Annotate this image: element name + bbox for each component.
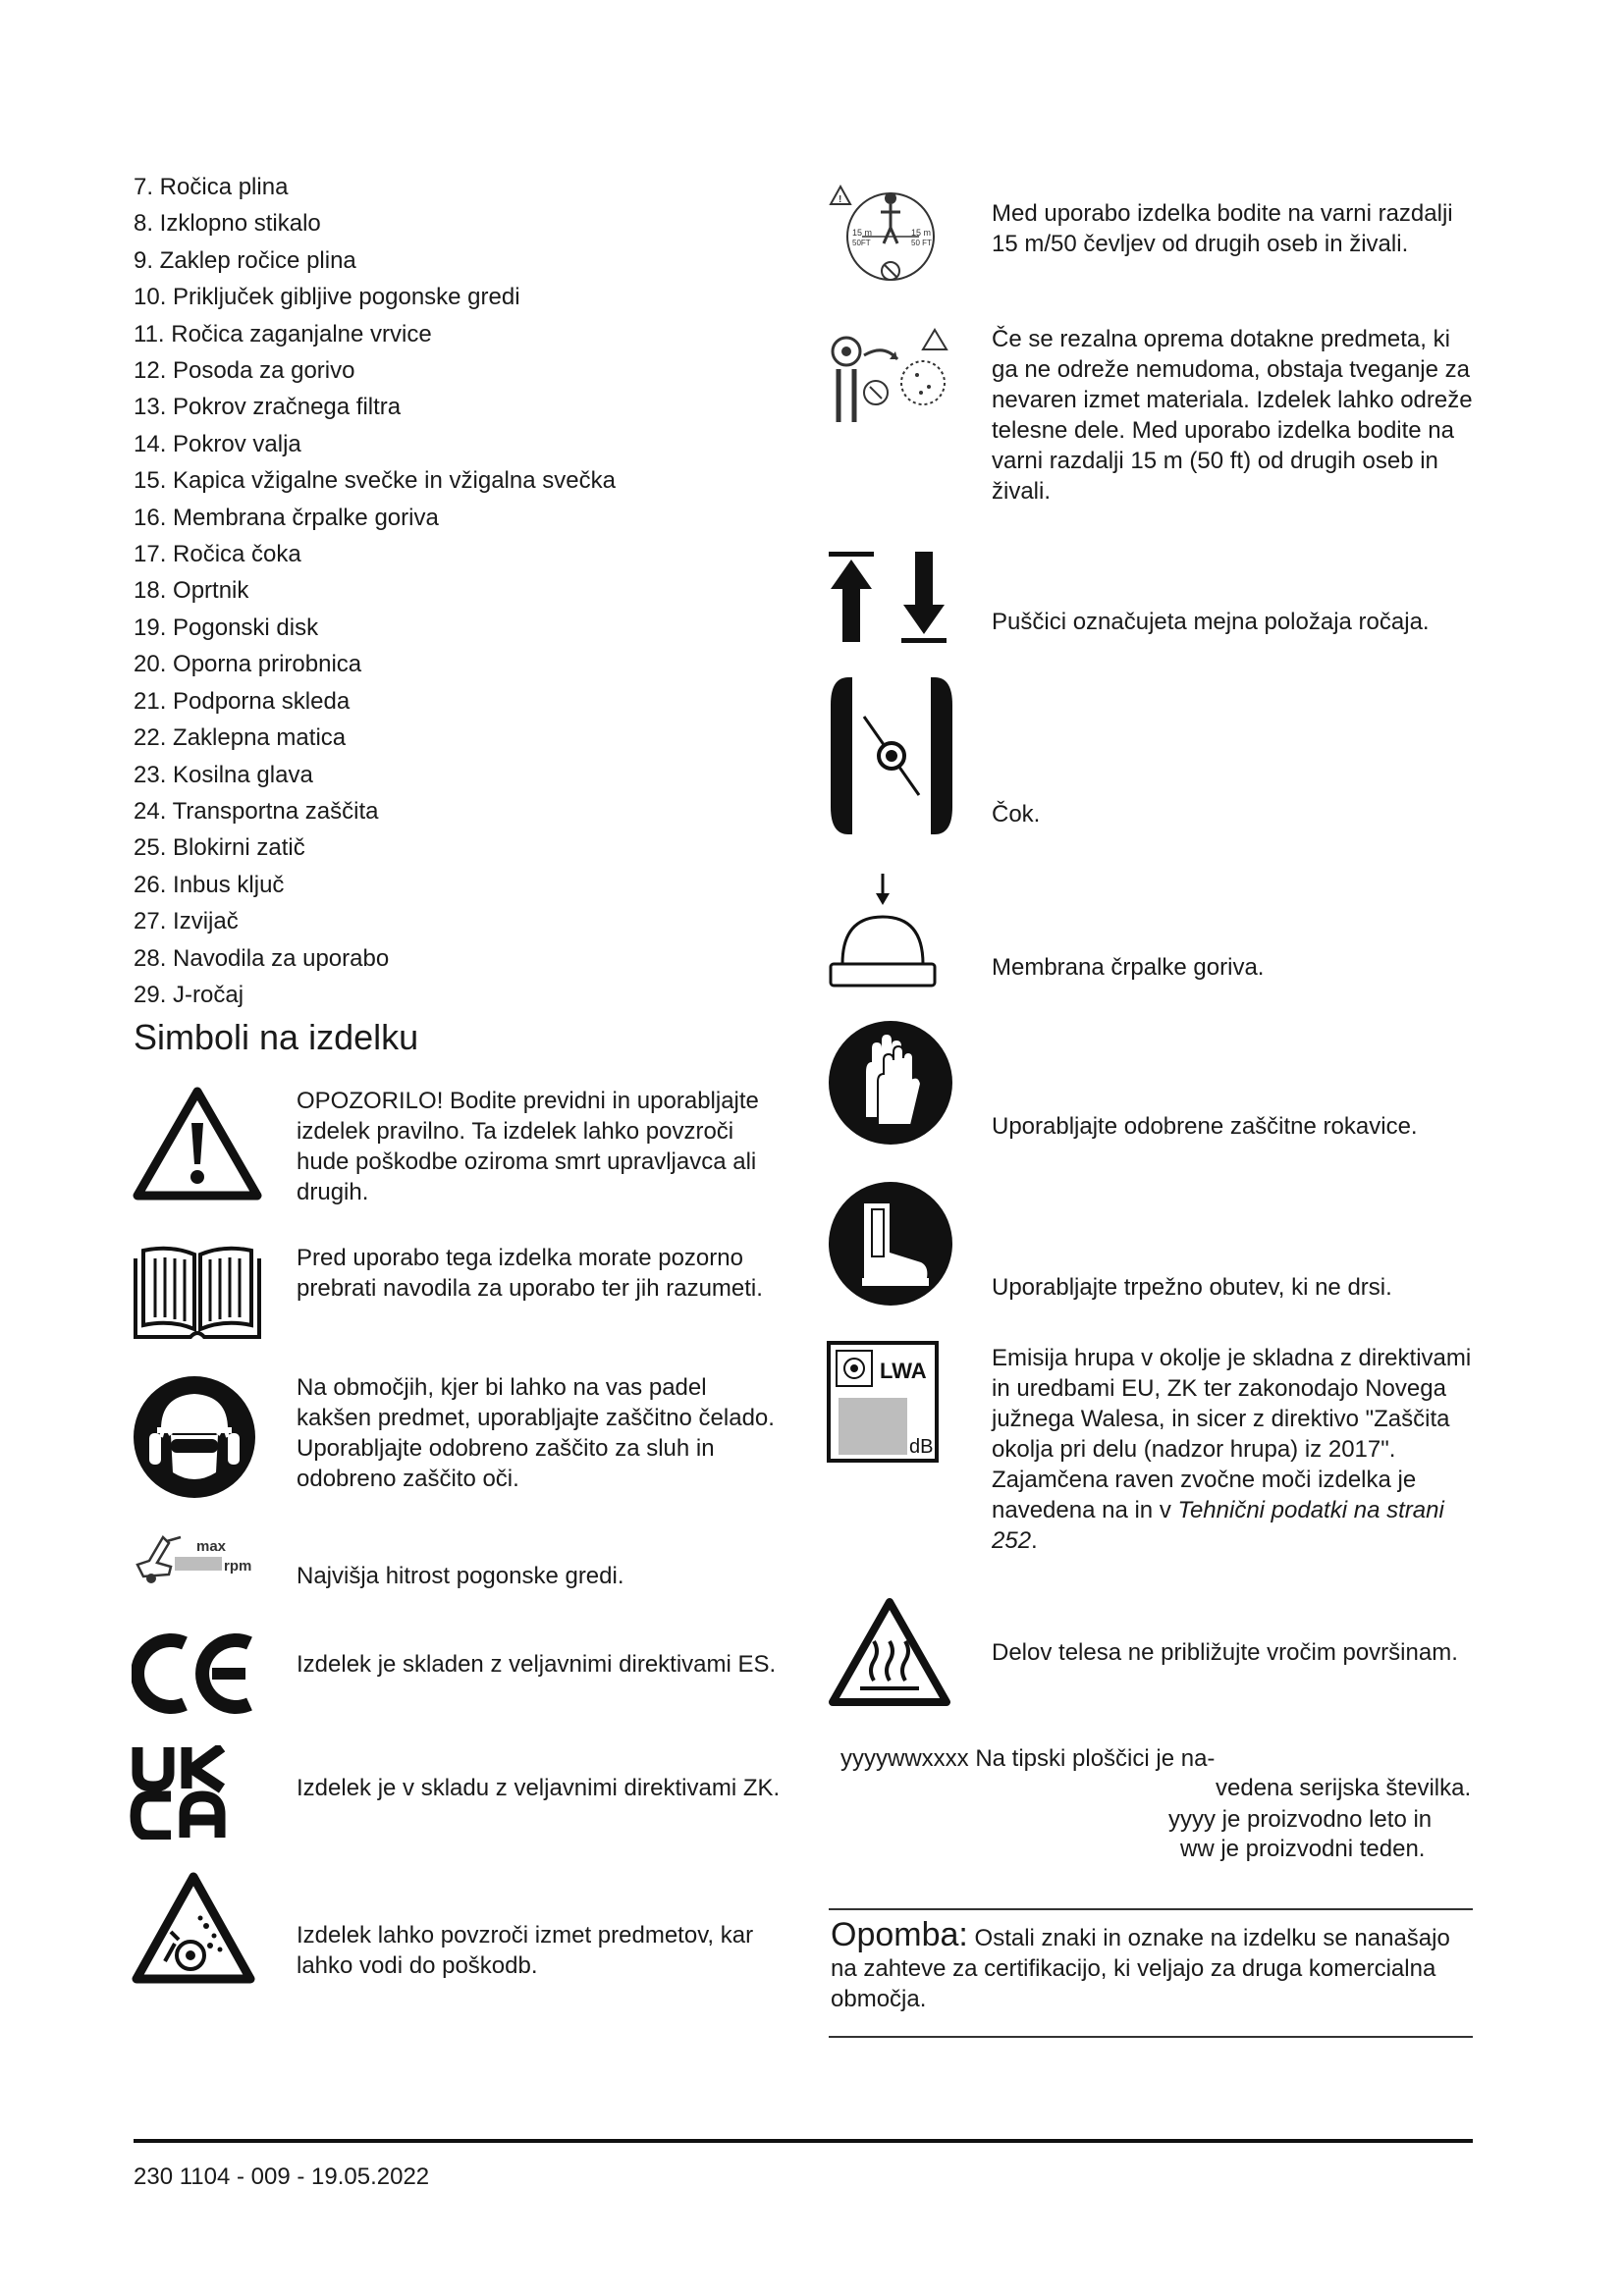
list-item: 7. Ročica plina — [134, 174, 289, 200]
blade-contact-thrust-icon — [825, 326, 956, 428]
list-item: 21. Podporna skleda — [134, 687, 351, 715]
symbol-description: Med uporabo izdelka bodite na varni razdalji 15 m/50 čevljev od drugih oseb in živali. — [992, 200, 1453, 257]
list-item: 11. Ročica zaganjalne vrvice — [134, 320, 432, 347]
choke-icon — [829, 675, 954, 836]
list-item: 22. Zaklepna matica — [134, 724, 347, 752]
db-label: dB — [909, 1436, 934, 1458]
list-item: 16. Membrana črpalke goriva — [134, 504, 439, 531]
noise-emission-icon — [827, 1341, 939, 1463]
serial-line: yyyywwxxxx Na tipski ploščici je na- — [840, 1745, 1216, 1772]
symbol-description: OPOZORILO! Bodite previdni in uporabljajte izdelek pravilno. Ta izdelek lahko povzroči hude poškodbe oziroma smrt upravljavca ali drugih. — [297, 1088, 759, 1205]
max-rpm-icon — [130, 1531, 259, 1588]
list-item: 20. Oporna prirobnica — [134, 651, 362, 678]
svg-text:50FT: 50FT — [852, 239, 871, 247]
rpm-label: rpm — [224, 1558, 252, 1575]
list-item: 27. Izvijač — [134, 908, 239, 935]
warning-triangle-icon — [132, 1086, 263, 1201]
note-text: Ostali znaki in oznake na izdelku se nanašajo na zahteve za certifikacijo, ki veljajo za druga komercialna območja. — [831, 1925, 1450, 2012]
list-item: 23. Kosilna glava — [134, 761, 313, 788]
symbol-description: Izdelek lahko povzroči izmet predmetov, kar lahko vodi do poškodb. — [297, 1922, 754, 1979]
list-item: 24. Transportna zaščita — [134, 797, 379, 825]
list-item: 14. Pokrov valja — [134, 430, 301, 457]
helmet-protection-icon — [132, 1374, 257, 1500]
list-item: 8. Izklopno stikalo — [134, 210, 321, 238]
symbol-description: Izdelek je v skladu z veljavnimi direktivami ZK. — [297, 1775, 781, 1801]
note-bottom-rule — [829, 2036, 1473, 2038]
list-item: 10. Priključek gibljive pogonske gredi — [134, 284, 520, 311]
symbol-description: Puščici označujeta mejna položaja ročaja. — [992, 609, 1430, 635]
parts-list — [134, 169, 762, 1013]
safe-distance-icon — [827, 183, 954, 291]
symbol-description: Pred uporabo tega izdelka morate pozorno prebrati navodila za uporabo ter jih razumeti. — [297, 1245, 763, 1302]
serial-line: yyyy je proizvodno leto in — [1168, 1806, 1433, 1833]
symbol-description — [992, 1343, 1483, 1556]
ukca-mark-icon — [130, 1745, 228, 1840]
list-item: 28. Navodila za uporabo — [134, 944, 390, 972]
manual-book-icon — [132, 1245, 263, 1341]
symbol-description: Membrana črpalke goriva. — [992, 954, 1265, 981]
boots-icon — [827, 1180, 954, 1308]
ce-mark-icon — [132, 1629, 255, 1718]
list-item: 18. Oprtnik — [134, 577, 249, 605]
symbol-description: Čok. — [992, 801, 1041, 828]
list-item: 19. Pogonski disk — [134, 614, 319, 641]
symbol-description: Najvišja hitrost pogonske gredi. — [297, 1563, 624, 1589]
note-box — [831, 1916, 1469, 2014]
symbol-description: Uporabljajte odobrene zaščitne rokavice. — [992, 1113, 1418, 1140]
note-heading: Opomba: — [831, 1916, 968, 1953]
list-item: 26. Inbus ključ — [134, 871, 285, 898]
list-item: 17. Ročica čoka — [134, 541, 301, 568]
handle-limit-arrows-icon — [829, 550, 947, 646]
list-item: 9. Zaklep ročice plina — [134, 246, 356, 274]
svg-text:!: ! — [839, 194, 842, 205]
symbol-description: Izdelek je skladen z veljavnimi direktivami ES. — [297, 1651, 777, 1678]
footer-doc-id: 230 1104 - 009 - 19.05.2022 — [134, 2163, 430, 2190]
list-item: 25. Blokirni zatič — [134, 834, 305, 862]
svg-text:15 m: 15 m — [911, 228, 932, 238]
note-top-rule — [829, 1908, 1473, 1910]
gloves-icon — [827, 1019, 954, 1147]
serial-line: vedena serijska številka. — [1216, 1775, 1472, 1801]
svg-text:50 FT: 50 FT — [911, 239, 932, 247]
symbol-description: Uporabljajte trpežno obutev, ki ne drsi. — [992, 1274, 1392, 1301]
list-item: 13. Pokrov zračnega filtra — [134, 394, 402, 421]
section-title: Simboli na izdelku — [134, 1017, 419, 1057]
list-item: 15. Kapica vžigalne svečke in vžigalna svečka — [134, 467, 616, 495]
lwa-label: LWA — [880, 1359, 927, 1383]
list-item: 29. J-ročaj — [134, 981, 244, 1008]
primer-bulb-icon — [829, 872, 937, 989]
max-label: max — [196, 1538, 227, 1555]
svg-text:15 m: 15 m — [852, 228, 873, 238]
symbol-description: Delov telesa ne približujte vročim površinam. — [992, 1639, 1458, 1666]
thrown-objects-icon — [132, 1871, 255, 1985]
symbol-description-text: Emisija hrupa v okolje je skladna z direktivami in uredbami EU, ZK ter zakonodajo Novega južnega Walesa, in sicer z direktivo "Zaščita okolja pri delu (nadzor hrupa) iz 2017". Zajamčena raven zvočne moči izdelka je navedena na in v — [992, 1345, 1472, 1523]
technical-data-link[interactable]: Tehnični podatki na strani 252 — [992, 1497, 1444, 1554]
serial-line: ww je proizvodni teden. — [1180, 1836, 1426, 1862]
symbol-description: Na območjih, kjer bi lahko na vas padel kakšen predmet, uporabljajte zaščitno čelado. Uporabljajte odobreno zaščito za sluh in odobreno zaščito oči. — [297, 1374, 775, 1492]
hot-surface-icon — [827, 1596, 952, 1708]
symbol-description: Če se rezalna oprema dotakne predmeta, ki ga ne odreže nemudoma, obstaja tveganje za nevaren izmet materiala. Izdelek lahko odreže telesne dele. Med uporabo izdelka bodite na varni razdalji 15 m (50 ft) od drugih oseb in živali. — [992, 326, 1473, 505]
list-item: 12. Posoda za gorivo — [134, 357, 355, 385]
footer-rule — [134, 2139, 1473, 2143]
period: . — [1031, 1527, 1038, 1554]
